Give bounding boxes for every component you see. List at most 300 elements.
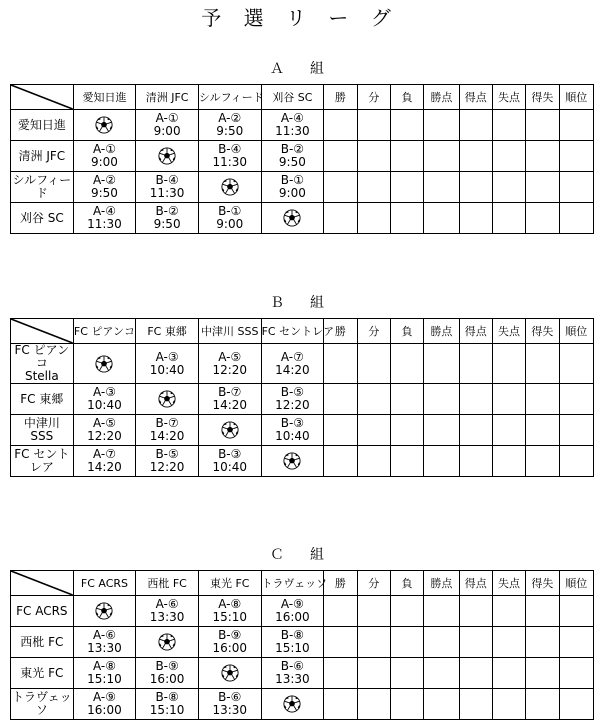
match-time: 15:10 [149, 703, 185, 717]
match-cell [198, 689, 261, 720]
match-code: B-⑥ [218, 690, 242, 704]
stat-header: 得点 [459, 85, 492, 110]
stat-header: 順位 [559, 571, 593, 596]
row-team-name: FC 東郷 [11, 384, 74, 415]
match-time: 15:10 [87, 672, 122, 686]
match-time: 12:20 [149, 460, 185, 474]
stat-cell [390, 344, 423, 384]
stat-cell [492, 344, 525, 384]
soccer-ball-icon [158, 390, 176, 408]
match-time: 16:00 [87, 703, 122, 717]
stat-cell [390, 172, 423, 203]
match-code: B-⑧ [280, 628, 305, 642]
row-team-name: 中津川 SSS [11, 415, 74, 446]
match-code: A-② [92, 173, 116, 187]
stat-cell [324, 627, 357, 658]
match-time: 11:30 [149, 186, 185, 200]
stat-cell [324, 110, 357, 141]
stat-header: 負 [390, 85, 423, 110]
match-time: 9:50 [216, 124, 244, 138]
stat-cell [459, 689, 492, 720]
team-header: FC 東郷 [136, 319, 199, 344]
group-title: Ｂ 組 [270, 295, 330, 311]
soccer-ball-icon [221, 664, 239, 682]
stat-cell [559, 172, 593, 203]
stat-cell [390, 110, 423, 141]
match-time: 11:30 [212, 155, 248, 169]
stat-cell [559, 141, 593, 172]
stat-cell [357, 658, 390, 689]
header-row [11, 571, 594, 596]
table-row [11, 596, 594, 627]
corner-cell [11, 85, 74, 110]
soccer-ball-icon [221, 178, 239, 196]
stat-header: 失点 [492, 571, 525, 596]
stat-cell [526, 415, 559, 446]
self-match-cell [73, 110, 136, 141]
stat-cell [357, 415, 390, 446]
soccer-ball-icon [283, 452, 301, 470]
match-cell [198, 596, 261, 627]
self-match-cell [198, 415, 261, 446]
match-time: 9:00 [216, 217, 244, 231]
match-code: B-③ [218, 447, 242, 461]
match-cell [136, 344, 199, 384]
match-code: B-⑦ [218, 385, 242, 399]
soccer-ball-icon [95, 116, 113, 134]
match-code: A-④ [92, 204, 116, 218]
stat-cell [459, 627, 492, 658]
stat-cell [459, 141, 492, 172]
stat-header: 順位 [559, 319, 593, 344]
match-code: B-⑦ [155, 416, 179, 430]
match-cell [136, 172, 199, 203]
team-header: FC ACRS [73, 571, 136, 596]
stat-header: 得点 [459, 319, 492, 344]
match-cell [73, 203, 136, 234]
match-code: B-⑨ [155, 659, 179, 673]
team-header: 清洲 JFC [136, 85, 199, 110]
stat-cell [424, 172, 459, 203]
self-match-cell [73, 344, 136, 384]
self-match-cell [198, 658, 261, 689]
stat-cell [357, 384, 390, 415]
match-cell [136, 596, 199, 627]
soccer-ball-icon [283, 695, 301, 713]
match-cell [73, 172, 136, 203]
match-time: 11:30 [87, 217, 122, 231]
match-code: A-⑧ [92, 659, 116, 673]
stat-cell [492, 689, 525, 720]
match-cell [198, 110, 261, 141]
stat-cell [459, 110, 492, 141]
stat-cell [357, 172, 390, 203]
match-time: 9:00 [278, 186, 306, 200]
match-time: 12:20 [87, 429, 122, 443]
match-cell [198, 384, 261, 415]
row-team-name: 東光 FC [11, 658, 74, 689]
match-cell [261, 384, 324, 415]
stat-cell [324, 658, 357, 689]
match-time: 16:00 [212, 641, 248, 655]
stat-cell [424, 203, 459, 234]
match-cell [261, 658, 324, 689]
stat-header: 勝点 [424, 319, 459, 344]
match-cell [261, 627, 324, 658]
stat-cell [492, 110, 525, 141]
match-time: 16:00 [149, 672, 185, 686]
match-time: 9:50 [278, 155, 306, 169]
team-header: シルフィード [198, 85, 261, 110]
stat-cell [424, 141, 459, 172]
stat-cell [357, 344, 390, 384]
stat-cell [424, 689, 459, 720]
stat-cell [492, 384, 525, 415]
match-code: B-⑨ [218, 628, 242, 642]
stat-header: 勝 [324, 85, 357, 110]
stat-cell [526, 689, 559, 720]
stat-cell [424, 596, 459, 627]
match-cell [198, 344, 261, 384]
soccer-ball-icon [158, 633, 176, 651]
stat-header: 勝 [324, 319, 357, 344]
match-cell [136, 689, 199, 720]
stat-cell [526, 172, 559, 203]
stat-cell [492, 596, 525, 627]
stat-cell [526, 446, 559, 477]
match-time: 10:40 [149, 362, 185, 377]
soccer-ball-icon [95, 602, 113, 620]
stat-cell [390, 384, 423, 415]
team-header: FC セントレア [261, 319, 324, 344]
soccer-ball-icon [283, 209, 301, 227]
match-code: A-④ [280, 111, 304, 125]
stat-cell [459, 415, 492, 446]
team-header: 愛知日進 [73, 85, 136, 110]
match-code: A-⑧ [218, 597, 242, 611]
stat-cell [459, 203, 492, 234]
stat-cell [459, 446, 492, 477]
match-cell [198, 627, 261, 658]
match-code: A-② [218, 111, 242, 125]
stat-cell [390, 446, 423, 477]
match-cell [261, 172, 324, 203]
row-team-name: シルフィード [11, 172, 74, 203]
stat-cell [357, 446, 390, 477]
team-header: 刈谷 SC [261, 85, 324, 110]
match-code: B-⑥ [280, 659, 305, 673]
stat-cell [357, 110, 390, 141]
stat-cell [390, 689, 423, 720]
stat-cell [492, 415, 525, 446]
match-code: A-⑦ [280, 349, 304, 364]
stat-cell [559, 596, 593, 627]
stat-cell [459, 384, 492, 415]
self-match-cell [73, 596, 136, 627]
match-cell [261, 110, 324, 141]
team-header: 中津川 SSS [198, 319, 261, 344]
stat-header: 得失 [526, 319, 559, 344]
match-time: 15:10 [212, 610, 248, 624]
match-code: B-① [218, 204, 242, 218]
stat-cell [526, 658, 559, 689]
row-team-name: FC ACRS [11, 596, 74, 627]
stat-cell [526, 110, 559, 141]
stat-header: 分 [357, 571, 390, 596]
stat-cell [390, 415, 423, 446]
stat-cell [492, 141, 525, 172]
match-cell [261, 415, 324, 446]
self-match-cell [136, 627, 199, 658]
stat-cell [324, 141, 357, 172]
stat-cell [559, 203, 593, 234]
page-title: 予 選 リ ー グ [201, 6, 399, 30]
stat-cell [357, 203, 390, 234]
self-match-cell [261, 446, 324, 477]
stat-cell [526, 384, 559, 415]
match-cell [73, 627, 136, 658]
match-time: 15:10 [275, 641, 310, 655]
table-row [11, 384, 594, 415]
stat-cell [526, 627, 559, 658]
match-code: A-⑦ [92, 447, 116, 461]
team-header: 西枇 FC [136, 571, 199, 596]
match-cell [73, 689, 136, 720]
match-time: 10:40 [275, 429, 310, 443]
stat-cell [357, 627, 390, 658]
stat-cell [424, 110, 459, 141]
match-cell [136, 658, 199, 689]
stat-cell [492, 627, 525, 658]
match-cell [136, 110, 199, 141]
row-team-name: FC ピアンコ Stella [11, 344, 74, 384]
match-code: B-⑤ [280, 385, 305, 399]
match-cell [198, 446, 261, 477]
self-match-cell [261, 203, 324, 234]
stat-cell [424, 384, 459, 415]
soccer-ball-icon [95, 355, 113, 373]
table-row [11, 658, 594, 689]
match-time: 13:30 [149, 610, 185, 624]
stat-cell [492, 446, 525, 477]
team-header: FC ピアンコ [73, 319, 136, 344]
match-code: B-⑧ [155, 690, 179, 704]
table-row [11, 344, 594, 384]
match-code: A-① [155, 111, 179, 125]
stat-cell [424, 658, 459, 689]
row-team-name: 西枇 FC [11, 627, 74, 658]
stat-cell [390, 141, 423, 172]
stat-header: 勝点 [424, 571, 459, 596]
stat-header: 得失 [526, 571, 559, 596]
match-time: 9:00 [153, 124, 181, 138]
stat-header: 負 [390, 319, 423, 344]
match-time: 13:30 [212, 703, 248, 717]
group-title: Ｃ 組 [270, 547, 330, 563]
table-row [11, 689, 594, 720]
league-table [10, 84, 594, 234]
match-cell [73, 141, 136, 172]
stat-cell [526, 596, 559, 627]
stat-cell [492, 203, 525, 234]
header-row [11, 319, 594, 344]
stat-header: 得点 [459, 571, 492, 596]
row-team-name: 清洲 JFC [11, 141, 74, 172]
stat-header: 失点 [492, 85, 525, 110]
stat-cell [357, 596, 390, 627]
match-code: B-④ [218, 142, 242, 156]
match-time: 9:00 [90, 155, 118, 169]
stat-header: 得失 [526, 85, 559, 110]
stat-cell [324, 446, 357, 477]
match-cell [261, 344, 324, 384]
match-time: 12:20 [275, 398, 310, 412]
stat-cell [492, 172, 525, 203]
row-team-name: 愛知日進 [11, 110, 74, 141]
stat-cell [526, 203, 559, 234]
match-code: A-① [92, 142, 116, 156]
match-time: 13:30 [87, 641, 122, 655]
match-code: A-⑥ [92, 628, 116, 642]
stat-header: 順位 [559, 85, 593, 110]
match-time: 9:50 [90, 186, 118, 200]
group-title: Ａ 組 [270, 61, 330, 77]
match-cell [136, 203, 199, 234]
stat-cell [390, 627, 423, 658]
match-time: 9:50 [153, 217, 181, 231]
stat-cell [324, 172, 357, 203]
match-time: 14:20 [212, 398, 248, 412]
stat-cell [324, 415, 357, 446]
stat-cell [324, 596, 357, 627]
match-code: A-⑥ [155, 597, 179, 611]
match-cell [198, 141, 261, 172]
row-team-name: FC セントレア [11, 446, 74, 477]
corner-cell [11, 319, 74, 344]
match-code: A-⑤ [218, 349, 242, 364]
header-row [11, 85, 594, 110]
stat-cell [357, 689, 390, 720]
match-time: 13:30 [275, 672, 310, 686]
stat-cell [559, 110, 593, 141]
match-code: A-③ [92, 385, 116, 399]
stat-cell [357, 141, 390, 172]
match-time: 16:00 [275, 610, 310, 624]
table-row [11, 141, 594, 172]
team-header: トラヴェッソ [261, 571, 324, 596]
table-row [11, 172, 594, 203]
stat-cell [559, 689, 593, 720]
match-cell [261, 596, 324, 627]
match-code: B-② [155, 204, 179, 218]
soccer-ball-icon [158, 147, 176, 165]
row-team-name: トラヴェッソ [11, 689, 74, 720]
stat-cell [324, 344, 357, 384]
team-header: 東光 FC [198, 571, 261, 596]
match-code: A-⑨ [92, 690, 116, 704]
match-code: B-② [280, 142, 305, 156]
match-code: A-⑨ [280, 597, 304, 611]
stat-cell [559, 627, 593, 658]
stat-cell [424, 344, 459, 384]
stat-cell [424, 415, 459, 446]
stat-cell [324, 689, 357, 720]
match-time: 14:20 [149, 429, 185, 443]
stat-header: 分 [357, 319, 390, 344]
match-time: 14:20 [275, 362, 310, 377]
match-cell [261, 141, 324, 172]
match-cell [136, 446, 199, 477]
row-team-name: 刈谷 SC [11, 203, 74, 234]
stat-cell [492, 658, 525, 689]
match-cell [73, 446, 136, 477]
table-row [11, 627, 594, 658]
match-time: 11:30 [275, 124, 310, 138]
match-code: B-⑤ [155, 447, 179, 461]
match-cell [136, 415, 199, 446]
corner-cell [11, 571, 74, 596]
soccer-ball-icon [221, 421, 239, 439]
stat-header: 負 [390, 571, 423, 596]
stat-cell [324, 203, 357, 234]
stat-cell [559, 344, 593, 384]
match-time: 12:20 [212, 362, 248, 377]
stat-cell [390, 596, 423, 627]
match-time: 10:40 [87, 398, 122, 412]
match-code: B-④ [155, 173, 179, 187]
stat-cell [390, 658, 423, 689]
stat-cell [459, 172, 492, 203]
stat-cell [459, 344, 492, 384]
match-code: A-⑤ [92, 416, 116, 430]
stat-header: 分 [357, 85, 390, 110]
stat-cell [459, 658, 492, 689]
stat-cell [559, 384, 593, 415]
table-row [11, 203, 594, 234]
match-time: 10:40 [212, 460, 248, 474]
match-cell [73, 415, 136, 446]
table-row [11, 446, 594, 477]
stat-header: 失点 [492, 319, 525, 344]
match-code: B-① [280, 173, 305, 187]
self-match-cell [136, 141, 199, 172]
self-match-cell [261, 689, 324, 720]
league-table [10, 570, 594, 720]
stat-header: 勝点 [424, 85, 459, 110]
stat-cell [324, 384, 357, 415]
match-cell [198, 203, 261, 234]
self-match-cell [198, 172, 261, 203]
match-cell [73, 658, 136, 689]
match-time: 14:20 [87, 460, 122, 474]
table-row [11, 415, 594, 446]
match-code: B-③ [280, 416, 305, 430]
table-row [11, 110, 594, 141]
stat-cell [424, 627, 459, 658]
league-table [10, 318, 594, 477]
stat-cell [559, 415, 593, 446]
stat-header: 勝 [324, 571, 357, 596]
stat-cell [390, 203, 423, 234]
match-code: A-③ [155, 349, 179, 364]
stat-cell [424, 446, 459, 477]
self-match-cell [136, 384, 199, 415]
stat-cell [526, 344, 559, 384]
stat-cell [559, 446, 593, 477]
stat-cell [526, 141, 559, 172]
match-cell [73, 384, 136, 415]
stat-cell [459, 596, 492, 627]
